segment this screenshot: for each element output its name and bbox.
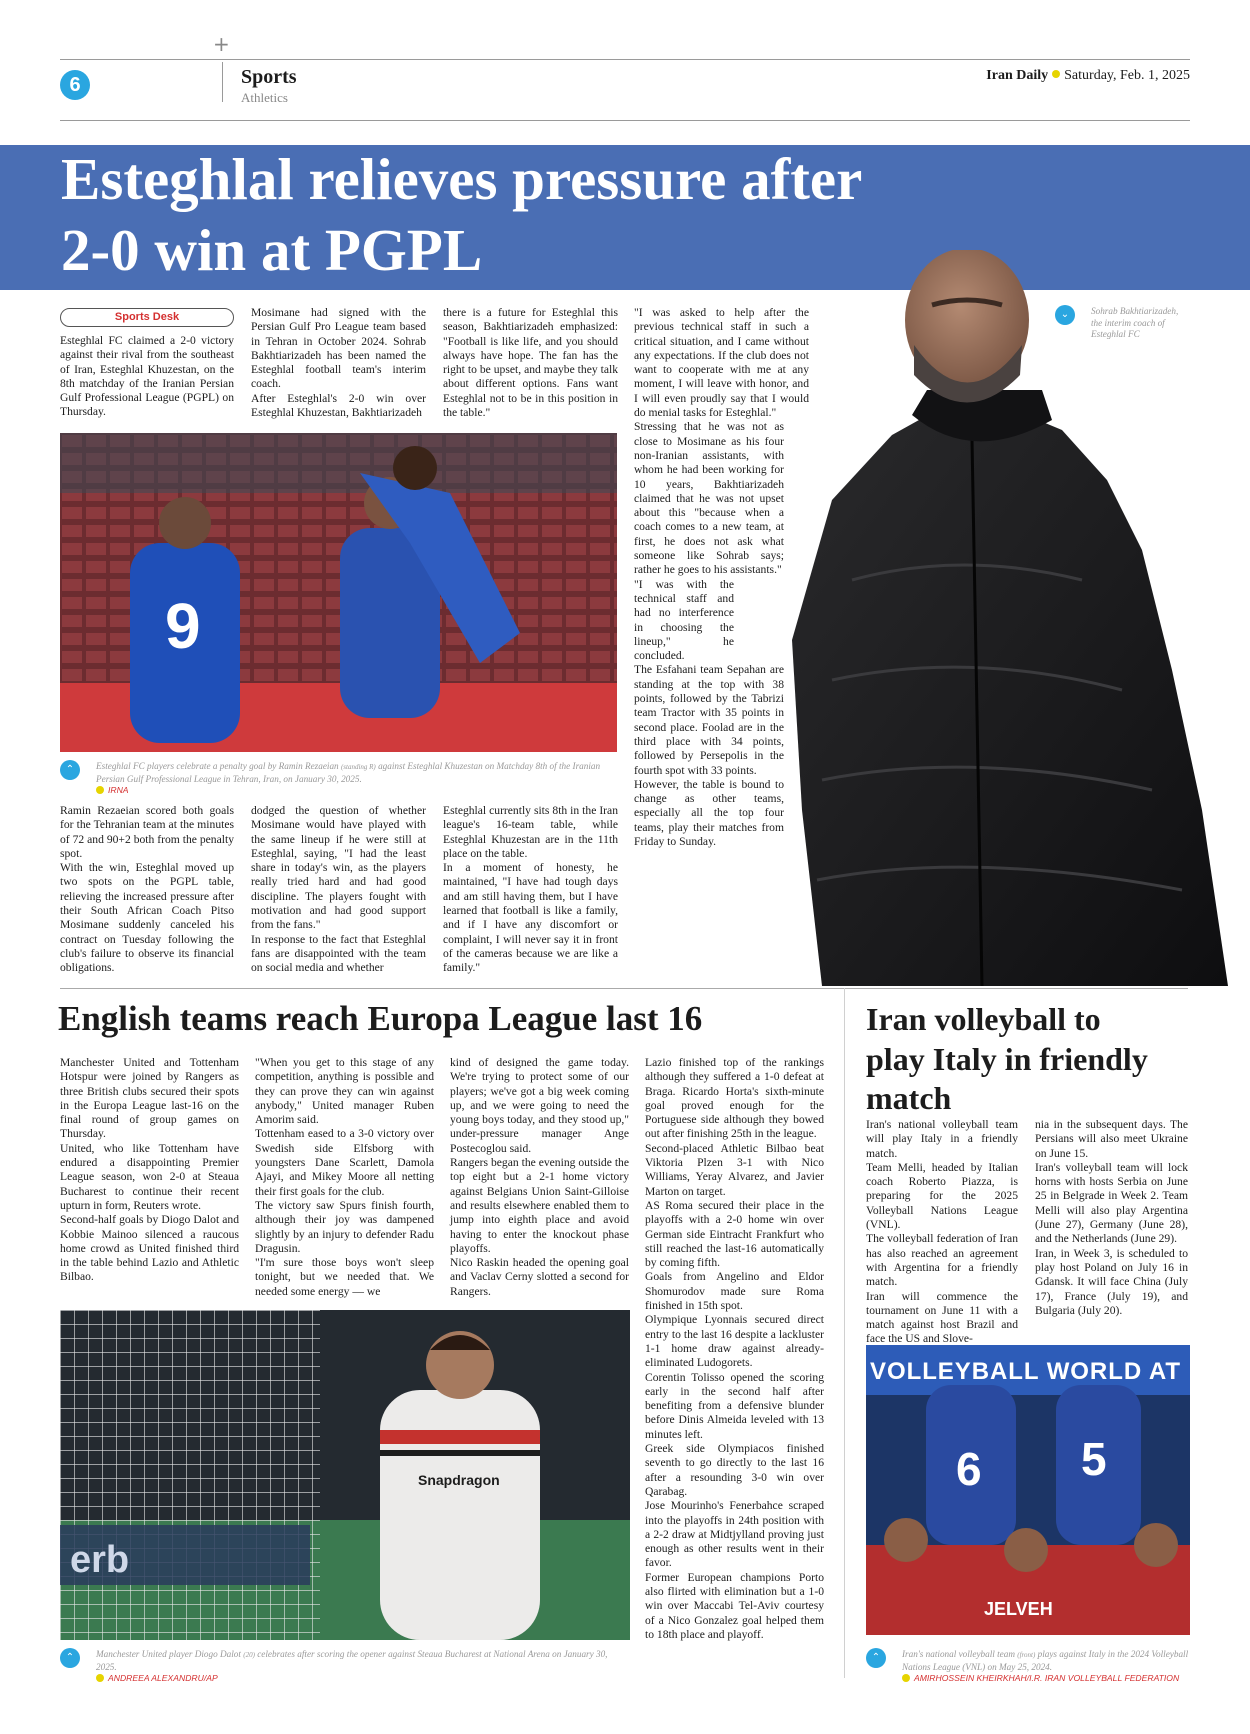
paragraph: Team Melli, headed by Italian coach Roberto Piazza, is preparing for the 2025 Volleyball Nations League (VNL).	[866, 1160, 1018, 1232]
caption-chevron-icon: ⌃	[866, 1648, 886, 1668]
paragraph: Ramin Rezaeian scored both goals for the Tehranian team at the minutes of 72 and 90+2 both from the penalty spot.	[60, 804, 234, 860]
paragraph: United, who like Tottenham have endured a disappointing Premier League season, won 2-0 at Steaua Bucharest to continue their recent upturn in form, Reuters wrote.	[60, 1141, 239, 1212]
registration-mark: +	[213, 32, 230, 56]
paragraph: The volleyball federation of Iran has also reached an agreement with Argentina for a friendly match.	[866, 1232, 1018, 1289]
lead-photo-credit	[96, 785, 129, 795]
paragraph: dodged the question of whether Mosimane would have played with the same lineup if he were still at Esteghlal, saying, "I had the least share in today's win, as the players really tried hard and had good discipline. The players fought with motivation and had good support from the fans."	[251, 804, 426, 932]
lead-column-1	[60, 334, 234, 420]
paragraph: Iran's volleyball team will lock horns with hosts Serbia on June 25 in Belgrade in Week 2. Team Melli will also play Argentina (June 27), Germany (June 28), and the Netherlands (June 29).	[1035, 1160, 1188, 1246]
top-rule	[60, 59, 1190, 60]
caption-text: Iran's national volleyball team	[902, 1649, 1015, 1659]
caption-text: Esteghlal FC players celebrate a penalty goal by Ramin Rezaeian	[96, 761, 339, 771]
caption-note: (standing R)	[340, 763, 376, 771]
svg-text:9: 9	[165, 590, 201, 662]
paragraph: Lazio finished top of the rankings although they suffered a 1-0 defeat at Braga. Ricardo Horta's sixth-minute goal proved enough for the Portuguese side although they bowed out after finishing 25th in the league.	[645, 1056, 824, 1141]
paragraph: Second-half goals by Diogo Dalot and Kobbie Mainoo silenced a raucous home crowd as United finished third in the table behind Lazio and Athletic Bilbao.	[60, 1213, 239, 1284]
paragraph: In a moment of honesty, he maintained, "I have had tough days and am still having them, but I have learned that football is like a family, and if I have any discomfort or complaint, I will never say it in front of the cameras because we are like a family."	[443, 861, 618, 975]
paragraph: Manchester United and Tottenham Hotspur were joined by Rangers as three British clubs secured their spots in the Europa League last-16 on the final round of group games on Thursday.	[60, 1056, 239, 1141]
jersey-name: JELVEH	[984, 1599, 1053, 1619]
paragraph: Rangers began the evening outside the top eight but a 2-1 home victory against Belgians Union Saint-Gilloise and results elsewhere enabled them to jump into eighth place and avoid having to enter the knockout phase playoffs.	[450, 1156, 629, 1255]
credit-text: ANDREEA ALEXANDRU/AP	[108, 1673, 218, 1683]
europa-column-1	[60, 1056, 239, 1285]
jersey-number: 5	[1081, 1433, 1107, 1485]
paragraph: Iran will commence the tournament on June 11 with a match against host Brazil and face the US and Slove-	[866, 1289, 1018, 1346]
caption-chevron-icon: ⌃	[60, 760, 80, 780]
paragraph: In response to the fact that Esteghlal fans are disappointed with the team on social media and whether	[251, 932, 426, 975]
coach-photo	[762, 250, 1228, 986]
lead-photo-caption	[96, 761, 616, 785]
volleyball-column-2	[1035, 1118, 1188, 1318]
credit-text: AMIRHOSSEIN KHEIRKHAH/I.R. IRAN VOLLEYBALL FEDERATION	[914, 1673, 1180, 1683]
europa-photo-caption	[96, 1649, 626, 1673]
europa-column-4	[645, 1056, 824, 1642]
lead-column-2b	[251, 804, 426, 976]
page-number: 6	[60, 70, 90, 100]
paragraph: Iran's national volleyball team will play Italy in a friendly match.	[866, 1118, 1018, 1160]
paragraph: there is a future for Esteghlal this season, Bakhtiarizadeh emphasized: "Football is like life, and you should always have hope. The fan has the right to be upset, and maybe they talk about different options. Fans want Esteghlal not to be in this position in the table."	[443, 306, 618, 420]
europa-headline: English teams reach Europa League last 16	[58, 999, 703, 1038]
volleyball-photo-credit	[902, 1673, 1179, 1683]
paragraph: Nico Raskin headed the opening goal and Vaclav Cerny slotted a second for Rangers.	[450, 1256, 629, 1298]
lead-headline: Esteghlal relieves pressure after 2-0 win at PGPL	[61, 146, 862, 283]
europa-photo-credit	[96, 1673, 218, 1683]
masthead	[986, 68, 1190, 84]
byline: Sports Desk	[60, 308, 234, 327]
paragraph: With the win, Esteghlal moved up two spots on the PGPL table, relieving the increased pressure after their South African Coach Pitso Mosimane suddenly canceled his contract on Tuesday following the club's failure to observe its financial obligations.	[60, 861, 234, 975]
paragraph: Olympique Lyonnais secured direct entry to the last 16 despite a lackluster 1-1 home draw against already-eliminated Ludogorets.	[645, 1313, 824, 1370]
paragraph: "When you get to this stage of any competition, anything is possible and they can prove they can win against anybody," United manager Ruben Amorim said.	[255, 1056, 434, 1127]
masthead-dot	[1052, 70, 1060, 78]
paragraph: Goals from Angelino and Eldor Shomurodov made sure Roma finished in 15th spot.	[645, 1270, 824, 1313]
caption-note: (20)	[243, 1651, 255, 1659]
paragraph: After Esteghlal's 2-0 win over Esteghlal Khuzestan, Bakhtiarizadeh	[251, 391, 426, 420]
caption-chevron-icon: ⌃	[60, 1648, 80, 1668]
paper-name: Iran Daily	[986, 68, 1049, 83]
jersey-number: 6	[956, 1443, 982, 1495]
column-divider	[844, 988, 845, 1678]
section-title: Sports	[241, 66, 297, 88]
issue-date: Saturday, Feb. 1, 2025	[1064, 68, 1190, 83]
svg-text:erb: erb	[70, 1539, 130, 1581]
europa-column-2	[255, 1056, 434, 1299]
paragraph: "I was with the technical staff and had no interference in choosing the lineup," he concluded.	[634, 577, 734, 663]
paragraph: Tottenham eased to a 3-0 victory over Swedish side Elfsborg with youngsters Dane Scarlett, Damola Ajayi, and Mikey Moore all netting their first goals for the club.	[255, 1127, 434, 1198]
photo-banner-text: VOLLEYBALL WORLD AT	[870, 1358, 1180, 1385]
paragraph: Esteghlal currently sits 8th in the Iran league's 16-team table, while Esteghlal Khuzestan are in the 11th place on the table.	[443, 804, 618, 860]
lead-column-2	[251, 306, 426, 420]
volleyball-column-1	[866, 1118, 1018, 1347]
volleyball-photo-caption	[902, 1649, 1192, 1673]
photo-shirt-sponsor: Snapdragon	[418, 1472, 500, 1488]
coach-photo-caption: Sohrab Bakhtiarizadeh, the interim coach of Esteghlal FC	[1091, 306, 1179, 339]
paragraph: Iran, in Week 3, is scheduled to play host Poland on July 16 in Gdansk. It will face China (July 17), France (July 19), and Bulgaria (July 20).	[1035, 1246, 1188, 1317]
dalot-celebration-photo	[60, 1310, 630, 1640]
paragraph: Second-placed Athletic Bilbao beat Viktoria Plzen 3-1 with Nico Williams, Yeray Alvarez, and Javier Marton on target.	[645, 1141, 824, 1198]
paragraph: The Esfahani team Sepahan are standing at the top with 38 points, followed by the Tabrizi team Tractor with 35 points in second place. Foolad are in the third place with 34 points, followed by Persepolis in the fourth spot with 33 points.	[634, 663, 784, 777]
caption-text: celebrates after scoring the opener against Steaua Bucharest at National Arena on January 30, 2025.	[96, 1649, 608, 1672]
paragraph: However, the table is bound to change as other teams, especially all the top four teams, play their matches from Friday to Sunday.	[634, 777, 784, 848]
volleyball-headline: Iran volleyball to play Italy in friendly match	[866, 1001, 1148, 1116]
paragraph: Jose Mourinho's Fenerbahce scraped into the playoffs in 24th position with a 2-2 draw at Midtjylland proving just enough as other results went in their favor.	[645, 1499, 824, 1570]
paragraph: Greek side Olympiacos finished seventh to go directly to the last 16 after a resounding 3-0 win over Qarabag.	[645, 1442, 824, 1498]
caption-note: (front)	[1017, 1651, 1036, 1659]
header-divider	[222, 62, 223, 102]
paragraph: "I was asked to help after the previous technical staff in such a critical situation, and I came without any expectations. If the club does not want to cooperate with me at any moment, I will leave with honor, and I will even proudly say that I would do menial tasks for Esteghlal."	[634, 306, 809, 420]
esteghlal-celebration-photo	[60, 433, 617, 752]
caption-text: Manchester United player Diogo Dalot	[96, 1649, 241, 1659]
lead-column-3	[443, 306, 618, 420]
paragraph: Former European champions Porto also flirted with elimination but a 1-0 win over Maccabi Tel-Aviv courtesy of a Nico Gonzalez goal helped them to 18th place and playoff.	[645, 1570, 824, 1641]
header-rule	[60, 120, 1190, 121]
lead-column-3b	[443, 804, 618, 976]
paragraph: Mosimane had signed with the Persian Gulf Pro League team based in Tehran in October 2024. Sohrab Bakhtiarizadeh has been named the Esteghlal football team's interim coach.	[251, 306, 426, 391]
caption-chevron-icon: ⌄	[1055, 305, 1075, 325]
europa-column-3	[450, 1056, 629, 1299]
lead-column-4	[634, 306, 809, 849]
paragraph: kind of designed the game today. We're trying to protect some of our players; we've got a big week coming up, and we were going to need the young boys today, and they stood up," under-pressure manager Ange Postecoglou said.	[450, 1056, 629, 1155]
section-divider	[60, 988, 1188, 989]
paragraph: nia in the subsequent days. The Persians will also meet Ukraine on June 15.	[1035, 1118, 1188, 1160]
paragraph: AS Roma secured their place in the playoffs with a 2-0 home win over German side Eintracht Frankfurt who still reached the last-16 automatically by coming fifth.	[645, 1198, 824, 1270]
credit-text: IRNA	[108, 785, 129, 795]
paragraph: Stressing that he was not as close to Mosimane as his four non-Iranian assistants, with whom he had been working for 10 years, Bakhtiarizadeh claimed that he was not upset about this "because when a coach comes to a new team, at first, he does not ask what someone like Sohrab says; rather he goes to his assistants."	[634, 420, 784, 577]
paragraph: "I'm sure those boys won't sleep tonight, but we needed that. We needed some energy — we	[255, 1256, 434, 1298]
paragraph: Corentin Tolisso opened the scoring early in the second half after benefiting from a defensive blunder before Dinis Almeida leveled with 13 minutes left.	[645, 1370, 824, 1441]
subsection-title: Athletics	[241, 90, 288, 105]
paragraph: The victory saw Spurs finish fourth, although their joy was dampened slightly by an injury to defender Radu Dragusin.	[255, 1198, 434, 1255]
caption-text: plays against Italy in the 2024 Volleyball Nations League (VNL) on May 25, 2024.	[902, 1649, 1189, 1672]
paragraph: Esteghlal FC claimed a 2-0 victory against their rival from the southeast of Iran, Esteghlal Khuzestan, on the 8th matchday of the Iranian Persian Gulf Professional League (PGPL) on Thursday.	[60, 334, 234, 419]
caption-text: against Esteghlal Khuzestan on Matchday 8th of the Iranian Persian Gulf Professional League in Tehran, Iran, on January 30, 2025.	[96, 761, 601, 784]
volleyball-match-photo	[866, 1345, 1190, 1635]
lead-column-1b	[60, 804, 234, 976]
